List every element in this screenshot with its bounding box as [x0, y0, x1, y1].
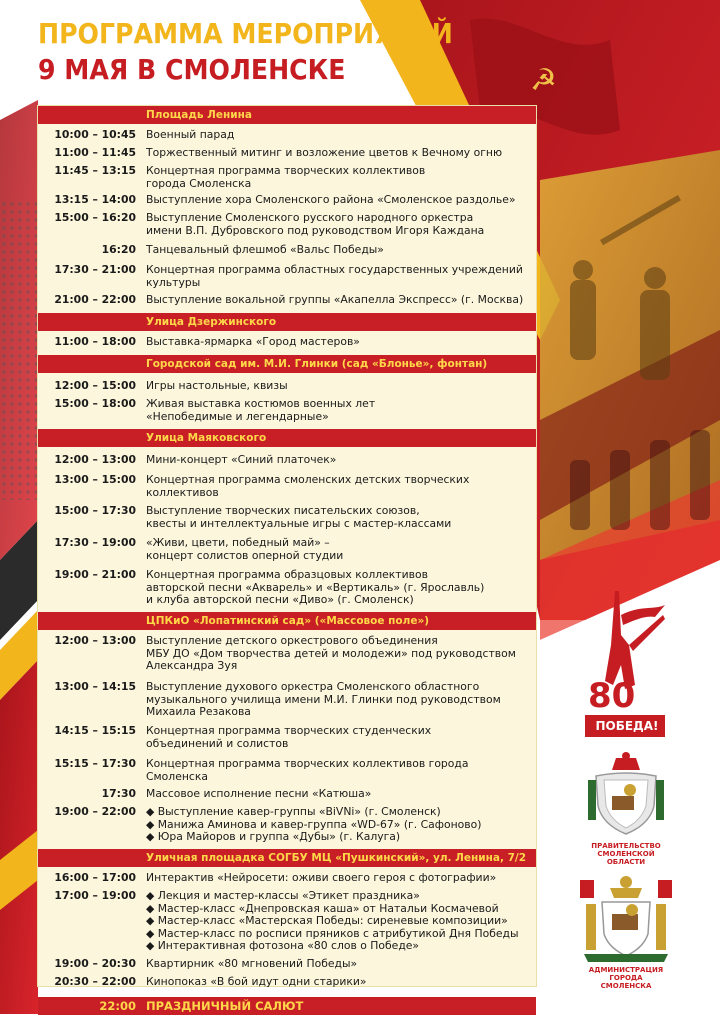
list-item: [38, 870, 536, 888]
list-item: [38, 470, 536, 503]
section-heading-mayakovsky: Улица Маяковского: [38, 429, 536, 447]
event-description: Выступление духового оркестра Смоленского областного музыкального училища имени М.И. Глинки под руководством Михаила Резакова: [146, 680, 501, 719]
title-line-2: 9 МАЯ В СМОЛЕНСКЕ: [38, 53, 346, 86]
list-item: [38, 260, 536, 292]
event-time: 15:15 – 17:30: [54, 757, 136, 770]
event-description: Военный парад: [146, 128, 235, 141]
city-administration-caption: АДМИНИСТРАЦИЯ ГОРОДА СМОЛЕНСКА: [588, 966, 664, 990]
page-title: [38, 17, 458, 86]
section-heading-glinka-garden: Городской сад им. М.И. Глинки (сад «Блонье», фонтан): [38, 355, 536, 373]
list-item: [38, 240, 536, 260]
smolensk-region-coat-of-arms-icon: [586, 750, 666, 840]
list-item: [38, 804, 536, 846]
event-description: Выступление вокальной группы «Акапелла Экспресс» (г. Москва): [146, 293, 524, 306]
event-time: 12:00 – 13:00: [54, 634, 136, 647]
list-item: [38, 163, 536, 192]
svg-text:☭: ☭: [530, 63, 557, 98]
section-heading-dzerzhinsky: Улица Дзержинского: [38, 313, 536, 331]
smolensk-city-coat-of-arms-icon: [576, 874, 676, 964]
event-description: Концертная программа образцовых коллективов авторской песни «Акварель» и «Вертикаль» (г. Ярославль) и клуба авторской песни «Диво» (г. Смоленск): [146, 568, 485, 607]
event-time: 17:30 – 21:00: [54, 263, 136, 276]
event-time: 19:00 – 21:00: [54, 568, 136, 581]
event-description: Выступление хора Смоленского района «Смоленское раздолье»: [146, 193, 516, 206]
list-item: [38, 376, 536, 396]
event-description: Массовое исполнение песни «Катюша»: [146, 787, 372, 800]
list-item: [38, 334, 536, 352]
list-item: [38, 786, 536, 804]
list-item: [38, 633, 536, 677]
list-item: [38, 192, 536, 210]
event-time: 19:00 – 20:30: [54, 957, 136, 970]
victory-word: ПОБЕДА!: [595, 719, 659, 733]
event-time: 10:00 – 10:45: [54, 128, 136, 141]
event-description: Живая выставка костюмов военных лет «Непобедимые и легендарные»: [146, 397, 376, 423]
event-time: 17:30 – 19:00: [54, 536, 136, 549]
event-time: 14:15 – 15:15: [54, 724, 136, 737]
region-government-caption: ПРАВИТЕЛЬСТВО СМОЛЕНСКОЙ ОБЛАСТИ: [591, 842, 661, 866]
list-item: [38, 956, 536, 974]
event-description: Игры настольные, квизы: [146, 379, 288, 392]
list-item: [38, 754, 536, 786]
event-description: Мини-концерт «Синий платочек»: [146, 453, 337, 466]
event-description: Выступление детского оркестрового объединения МБУ ДО «Дом творчества детей и молодежи» под руководством Александра Зуя: [146, 634, 516, 673]
event-description: Концертная программа областных государственных учреждений культуры: [146, 263, 523, 289]
event-time: 17:30: [101, 787, 136, 800]
event-time: 16:20: [101, 243, 136, 256]
event-description: Танцевальный флешмоб «Вальс Победы»: [146, 243, 384, 256]
event-time: 13:00 – 14:15: [54, 680, 136, 693]
event-description: «Живи, цвети, победный май» – концерт солистов оперной студии: [146, 536, 344, 562]
event-time: 19:00 – 22:00: [54, 805, 136, 818]
event-description: Квартирник «80 мгновений Победы»: [146, 957, 358, 970]
list-item: [38, 210, 536, 240]
list-item: [38, 565, 536, 609]
section-heading-pushkinsky: Уличная площадка СОГБУ МЦ «Пушкинский», ул. Ленина, 7/2: [38, 849, 536, 867]
event-description: Концертная программа творческих коллективов города Смоленска: [146, 164, 426, 190]
event-time: 17:00 – 19:00: [54, 889, 136, 902]
event-description: Кинопоказ «В бой идут одни старики»: [146, 975, 367, 988]
list-item: [38, 533, 536, 565]
schedule-panel: [38, 106, 536, 1013]
finale-time: 22:00: [99, 999, 136, 1013]
list-item: [38, 292, 536, 310]
finale-fireworks: [38, 997, 536, 1015]
event-description: Концертная программа творческих студенческих объединений и солистов: [146, 724, 432, 750]
event-time: 11:00 – 11:45: [54, 146, 136, 159]
event-time: 16:00 – 17:00: [54, 871, 136, 884]
event-time: 13:15 – 14:00: [54, 193, 136, 206]
event-time: 12:00 – 13:00: [54, 453, 136, 466]
section-heading-lopatinsky-garden: ЦПКиО «Лопатинский сад» («Массовое поле»): [38, 612, 536, 630]
event-time: 15:00 – 18:00: [54, 397, 136, 410]
event-description: ◆ Лекция и мастер-классы «Этикет праздника» ◆ Мастер-класс «Днепровская каша» от Натальи Космачевой ◆ Мастер-класс «Мастерская Победы: сиреневые композиции» ◆ Мастер-класс по росписи пряников с атрибутикой Дня Победы ◆ Интерактивная фотозона «80 слов о Победе»: [146, 889, 519, 953]
event-time: 11:45 – 13:15: [54, 164, 136, 177]
event-description: Выступление творческих писательских союзов, квесты и интеллектуальные игры с мастер-классами: [146, 504, 452, 530]
list-item: [38, 721, 536, 754]
event-time: 20:30 – 22:00: [54, 975, 136, 988]
event-description: Торжественный митинг и возложение цветов к Вечному огню: [146, 146, 503, 159]
finale-text: ПРАЗДНИЧНЫЙ САЛЮТ: [146, 999, 304, 1013]
event-time: 13:00 – 15:00: [54, 473, 136, 486]
event-description: Выступление Смоленского русского народного оркестра имени В.П. Дубровского под руководством Игоря Каждана: [146, 211, 485, 237]
event-description: Выставка-ярмарка «Город мастеров»: [146, 335, 360, 348]
event-time: 11:00 – 18:00: [54, 335, 136, 348]
title-line-1: ПРОГРАММА МЕРОПРИЯТИЙ: [38, 17, 453, 50]
event-time: 21:00 – 22:00: [54, 293, 136, 306]
list-item: [38, 450, 536, 470]
event-time: 15:00 – 17:30: [54, 504, 136, 517]
event-description: ◆ Выступление кавер-группы «BiVNi» (г. Смоленск) ◆ Манижа Аминова и кавер-группа «WD-67» (г. Сафоново) ◆ Юра Майоров и группа «Дубы» (г. Калуга): [146, 805, 482, 844]
section-heading-lenin-square: Площадь Ленина: [38, 106, 536, 124]
event-description: Интерактив «Нейросети: оживи своего героя с фотографии»: [146, 871, 497, 884]
event-description: Концертная программа смоленских детских творческих коллективов: [146, 473, 470, 499]
list-item: [38, 503, 536, 533]
event-time: 15:00 – 16:20: [54, 211, 136, 224]
list-item: [38, 974, 536, 992]
list-item: [38, 145, 536, 163]
list-item: [38, 888, 536, 956]
event-description: Концертная программа творческих коллективов города Смоленска: [146, 757, 469, 783]
list-item: [38, 396, 536, 426]
list-item: [38, 677, 536, 721]
victory-80-number: 80: [588, 676, 636, 716]
list-item: [38, 127, 536, 145]
event-time: 12:00 – 15:00: [54, 379, 136, 392]
